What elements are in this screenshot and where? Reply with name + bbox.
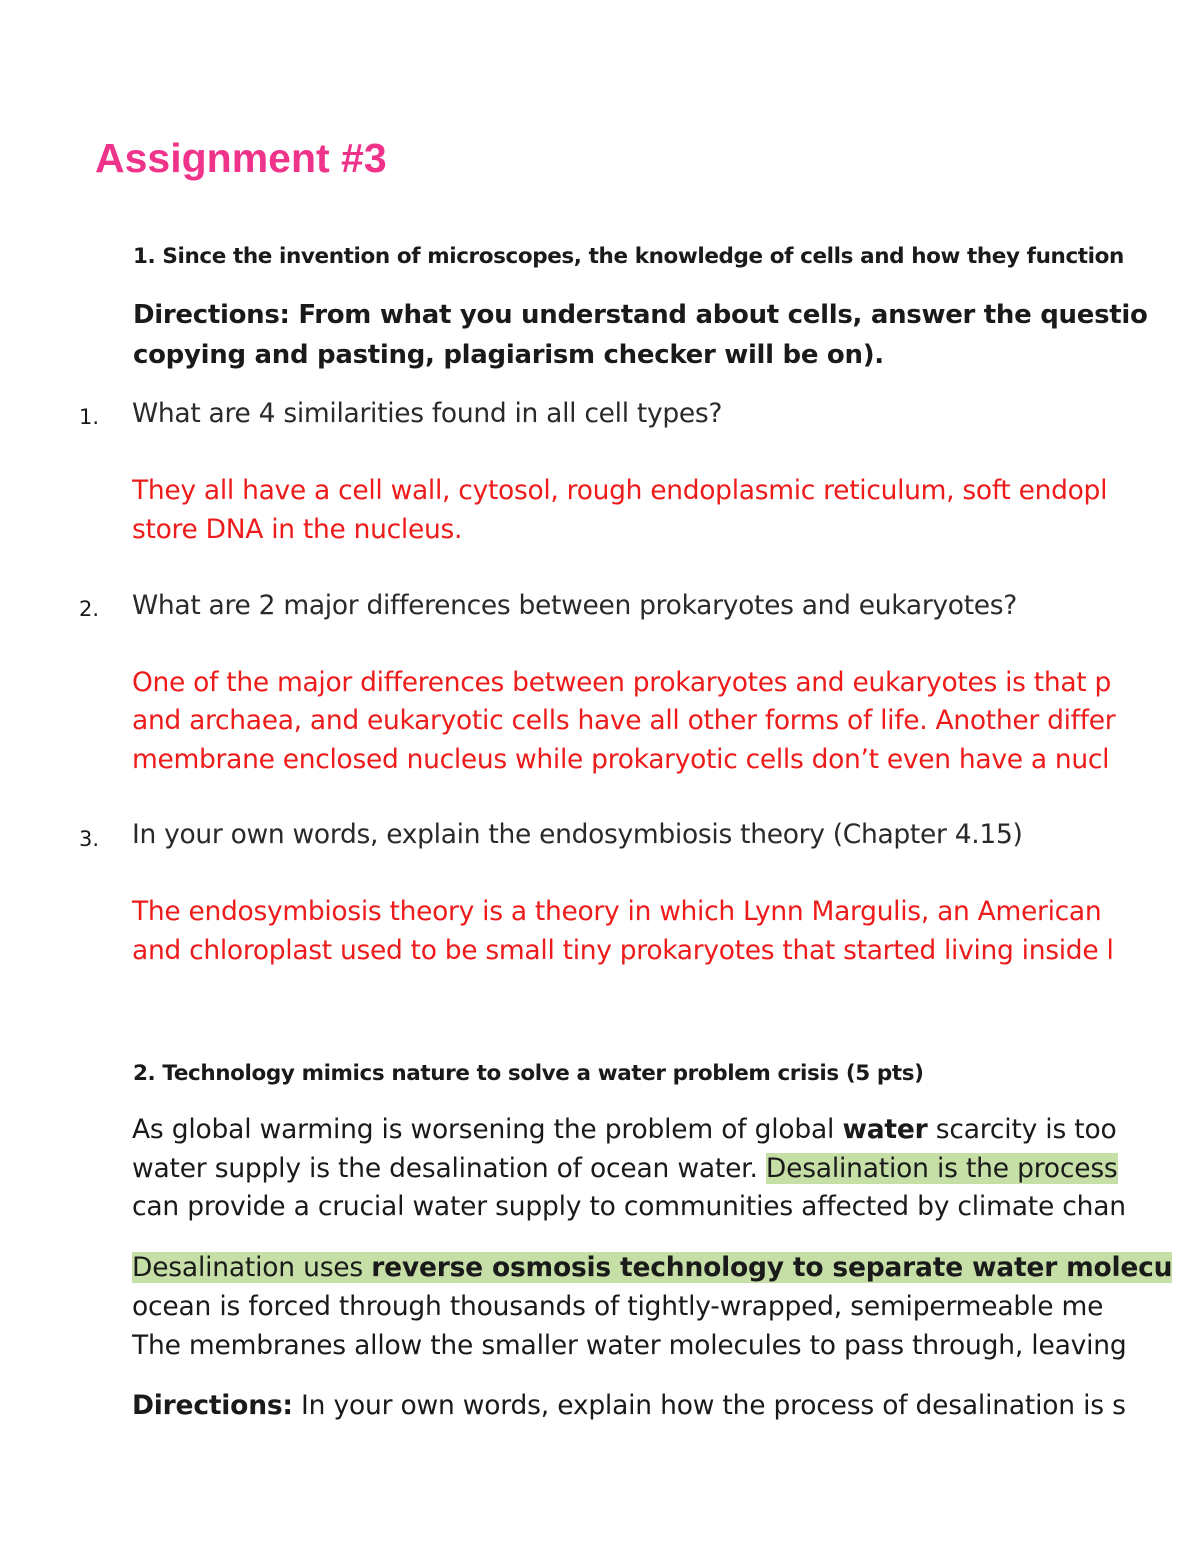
section1-heading: 1. Since the invention of microscopes, the knowledge of cells and how they function [133, 244, 1124, 269]
para-text: As global warming is worsening the problem of global [132, 1114, 843, 1145]
section2-directions [132, 1390, 1126, 1421]
highlighted-bold-text: reverse osmosis technology to separate water molecu [371, 1252, 1173, 1283]
para-text: scarcity is too [927, 1114, 1117, 1145]
question-number: 1. [79, 405, 100, 429]
para-text: water supply is the desalination of ocean water. [132, 1153, 766, 1184]
highlighted-text: Desalination uses [132, 1252, 372, 1283]
section2-para2-line3: The membranes allow the smaller water molecules to pass through, leaving [132, 1330, 1127, 1361]
section2-heading: 2. Technology mimics nature to solve a water problem crisis (5 pts) [133, 1061, 924, 1086]
page-title: Assignment #3 [95, 135, 387, 181]
para-bold-text: water [842, 1114, 928, 1145]
section1-directions-line1: Directions: From what you understand about cells, answer the questio [133, 300, 1148, 330]
answer-line: They all have a cell wall, cytosol, rough endoplasmic reticulum, soft endopl [132, 475, 1108, 506]
directions-label: Directions: [132, 1390, 293, 1421]
question-text: What are 2 major differences between prokaryotes and eukaryotes? [132, 590, 1018, 621]
answer-line: and archaea, and eukaryotic cells have all other forms of life. Another differ [132, 705, 1116, 736]
question-number: 2. [79, 597, 100, 621]
directions-text: In your own words, explain how the process of desalination is s [292, 1390, 1126, 1421]
section1-directions-line2: copying and pasting, plagiarism checker will be on). [133, 340, 884, 370]
section2-para2-line1 [132, 1252, 1172, 1283]
section2-para2-line2: ocean is forced through thousands of tightly-wrapped, semipermeable me [132, 1291, 1104, 1322]
answer-line: store DNA in the nucleus. [132, 514, 463, 545]
section2-para1-line2 [132, 1153, 1118, 1184]
question-text: In your own words, explain the endosymbiosis theory (Chapter 4.15) [132, 819, 1023, 850]
answer-line: The endosymbiosis theory is a theory in which Lynn Margulis, an American [132, 896, 1102, 927]
answer-line: membrane enclosed nucleus while prokaryotic cells don’t even have a nucl [132, 744, 1110, 775]
section2-para1-line3: can provide a crucial water supply to communities affected by climate chan [132, 1191, 1126, 1222]
answer-line: One of the major differences between prokaryotes and eukaryotes is that p [132, 667, 1112, 698]
section2-para1-line1 [132, 1114, 1117, 1145]
question-text: What are 4 similarities found in all cell types? [132, 398, 723, 429]
answer-line: and chloroplast used to be small tiny prokaryotes that started living inside l [132, 935, 1114, 966]
question-number: 3. [79, 827, 100, 851]
highlighted-text: Desalination is the process [765, 1153, 1118, 1184]
